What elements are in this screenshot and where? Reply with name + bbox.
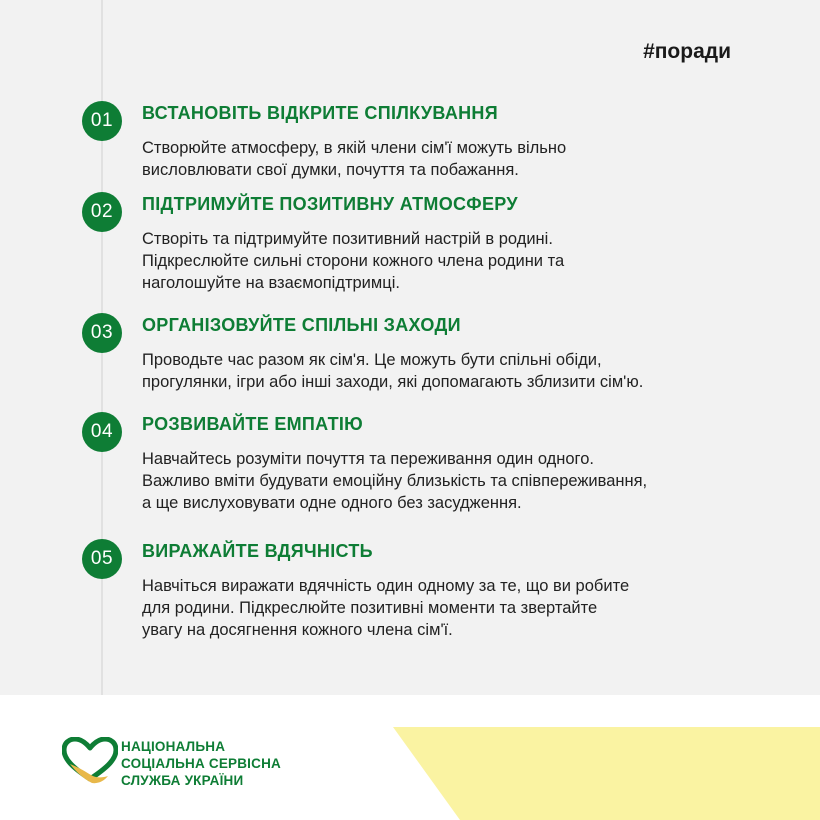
tip-number-badge: 05	[82, 539, 122, 579]
tip-description	[142, 228, 762, 294]
tip-description-line: Навчайтесь розуміти почуття та переживання один одного.	[142, 450, 594, 468]
tip-title: ВИРАЖАЙТЕ ВДЯЧНІСТЬ	[142, 541, 373, 561]
organization-name-line: НАЦІОНАЛЬНА	[121, 739, 226, 754]
tip-description-line: а ще вислуховувати одне одного без засудження.	[142, 494, 522, 512]
tip-title: ОРГАНІЗОВУЙТЕ СПІЛЬНІ ЗАХОДИ	[142, 315, 461, 335]
tip-description-line: Створіть та підтримуйте позитивний настрій в родині.	[142, 230, 553, 248]
tip-number-badge: 02	[82, 192, 122, 232]
tip-number-badge: 04	[82, 412, 122, 452]
organization-name-line: СОЦІАЛЬНА СЕРВІСНА	[121, 756, 281, 771]
tip-description-line: Проводьте час разом як сім'я. Це можуть бути спільні обіди,	[142, 351, 602, 369]
tip-number-badge: 01	[82, 101, 122, 141]
tip-description	[142, 349, 762, 393]
heart-hand-logo-icon	[62, 737, 118, 785]
tip-description	[142, 137, 762, 181]
tip-description-line: Створюйте атмосферу, в якій члени сім'ї можуть вільно	[142, 139, 567, 157]
tip-description-line: Підкреслюйте сильні сторони кожного члена родини та	[142, 252, 565, 270]
organization-name-line: СЛУЖБА УКРАЇНИ	[121, 773, 244, 788]
tip-title: РОЗВИВАЙТЕ ЕМПАТІЮ	[142, 414, 364, 434]
tip-description	[142, 575, 762, 641]
tip-number-badge: 03	[82, 313, 122, 353]
tip-title: ПІДТРИМУЙТЕ ПОЗИТИВНУ АТМОСФЕРУ	[142, 194, 518, 214]
tip-title: ВСТАНОВІТЬ ВІДКРИТЕ СПІЛКУВАННЯ	[142, 103, 498, 123]
tip-description-line: висловлювати свої думки, почуття та побажання.	[142, 161, 519, 179]
tip-description	[142, 448, 762, 514]
tip-description-line: Навчіться виражати вдячність один одному за те, що ви робите	[142, 577, 630, 595]
tip-description-line: увагу на досягнення кожного члена сім'ї.	[142, 621, 453, 639]
tip-description-line: для родини. Підкреслюйте позитивні моменти та звертайте	[142, 599, 598, 617]
organization-name	[121, 738, 281, 789]
tip-description-line: прогулянки, ігри або інші заходи, які допомагають зблизити сім'ю.	[142, 373, 644, 391]
tip-description-line: наголошуйте на взаємопідтримці.	[142, 274, 400, 292]
tip-description-line: Важливо вміти будувати емоційну близькість та співпереживання,	[142, 472, 648, 490]
hashtag: #поради	[643, 40, 731, 63]
